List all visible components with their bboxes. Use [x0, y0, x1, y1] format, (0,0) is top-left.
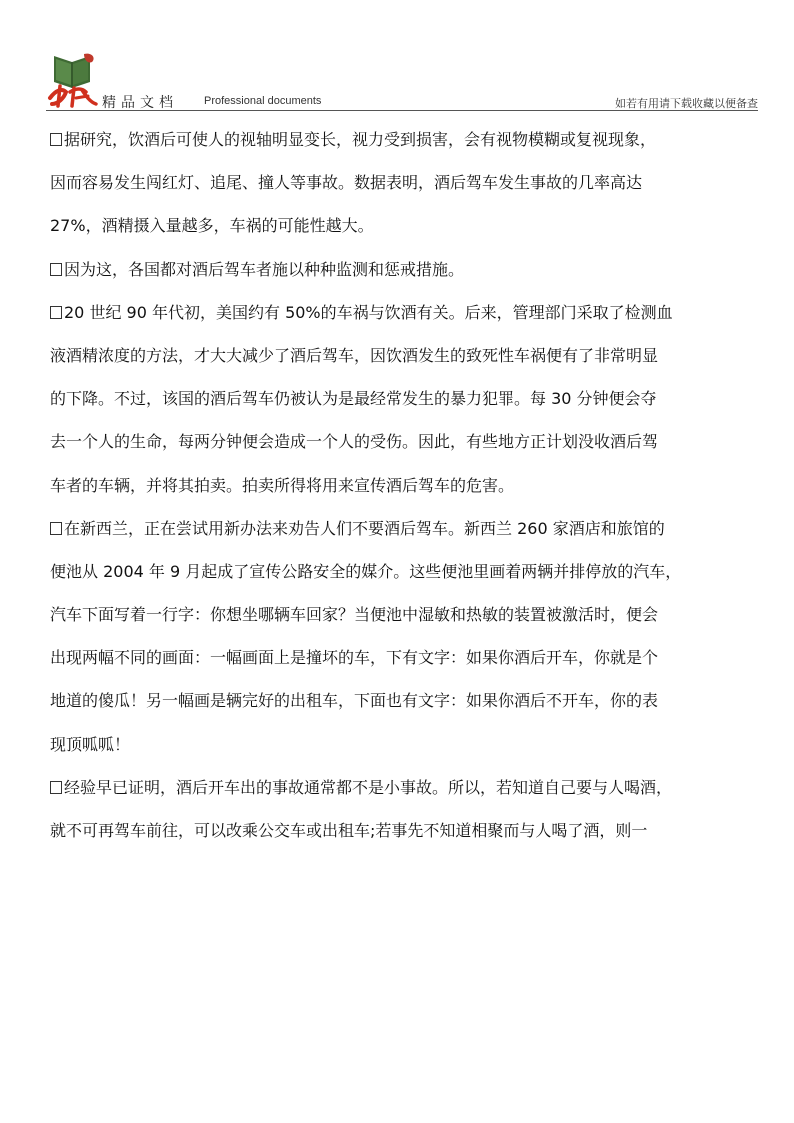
text-line: [50, 334, 768, 377]
paragraph-marker-icon: [50, 263, 62, 276]
line-text: 因而容易发生闯红灯、追尾、撞人等事故。数据表明，酒后驾车发生事故的几率高达: [50, 173, 643, 193]
paragraph-marker-icon: [50, 306, 62, 319]
text-line: [50, 809, 768, 852]
line-text: 车者的车辆，并将其拍卖。拍卖所得将用来宣传酒后驾车的危害。: [50, 475, 515, 495]
line-text: 的下降。不过，该国的酒后驾车仍被认为是最经常发生的暴力犯罪。每 30 分钟便会夺: [50, 389, 657, 409]
line-text: 去一个人的生命，每两分钟便会造成一个人的受伤。因此，有些地方正计划没收酒后驾: [50, 432, 659, 452]
text-line: [50, 550, 768, 593]
brand-subtitle: Professional documents: [204, 95, 322, 107]
paragraph-1: [50, 118, 768, 248]
line-text: 就不可再驾车前往，可以改乘公交车或出租车;若事先不知道相聚而与人喝了酒，则一: [50, 821, 648, 840]
text-line: [50, 377, 768, 420]
line-text: 因为这，各国都对酒后驾车者施以种种监测和惩戒措施。: [64, 259, 465, 279]
text-line: [50, 204, 768, 247]
text-line: [50, 507, 768, 550]
text-line: [50, 420, 768, 463]
line-text: 地道的傻瓜！另一幅画是辆完好的出租车，下面也有文字：如果你酒后不开车，你的表: [50, 691, 659, 711]
knowledge-logo-icon: [46, 52, 98, 108]
line-text: 20 世纪 90 年代初，美国约有 50%的车祸与饮酒有关。后来，管理部门采取了检测血: [64, 302, 673, 322]
text-line: [50, 766, 768, 809]
text-line: [50, 248, 768, 291]
text-line: [50, 161, 768, 204]
paragraph-2: [50, 248, 768, 291]
paragraph-3: [50, 291, 768, 507]
text-line: [50, 291, 768, 334]
download-note: 如若有用请下载收藏以便备查: [615, 97, 758, 110]
line-text: 便池从 2004 年 9 月起成了宣传公路安全的媒介。这些便池里画着两辆并排停放的汽车，: [50, 561, 682, 581]
line-text: 经验早已证明，酒后开车出的事故通常都不是小事故。所以，若知道自己要与人喝酒，: [64, 777, 673, 797]
paragraph-4: [50, 507, 768, 766]
text-line: [50, 118, 768, 161]
page-header: [46, 52, 758, 110]
paragraph-marker-icon: [50, 522, 62, 535]
line-text: 现顶呱呱！: [50, 734, 131, 754]
line-text: 汽车下面写着一行字：你想坐哪辆车回家？当便池中湿敏和热敏的装置被激活时，便会: [50, 605, 659, 625]
document-body: [50, 118, 768, 852]
paragraph-marker-icon: [50, 781, 62, 794]
text-line: [50, 636, 768, 679]
paragraph-marker-icon: [50, 133, 62, 146]
text-line: [50, 593, 768, 636]
text-line: [50, 723, 768, 766]
line-text: 在新西兰，正在尝试用新办法来劝告人们不要酒后驾车。新西兰 260 家酒店和旅馆的: [64, 518, 665, 538]
line-text: 27%，酒精摄入量越多，车祸的可能性越大。: [50, 216, 374, 236]
line-text: 出现两幅不同的画面：一幅画面上是撞坏的车，下有文字：如果你酒后开车，你就是个: [50, 648, 659, 668]
paragraph-5: [50, 766, 768, 852]
line-text: 据研究，饮酒后可使人的视轴明显变长，视力受到损害，会有视物模糊或复视现象，: [64, 130, 657, 149]
text-line: [50, 464, 768, 507]
line-text: 液酒精浓度的方法，才大大减少了酒后驾车，因饮酒发生的致死性车祸便有了非常明显: [50, 345, 659, 365]
text-line: [50, 679, 768, 722]
brand-title: 精品文档: [102, 95, 178, 111]
header-divider: [46, 110, 758, 111]
